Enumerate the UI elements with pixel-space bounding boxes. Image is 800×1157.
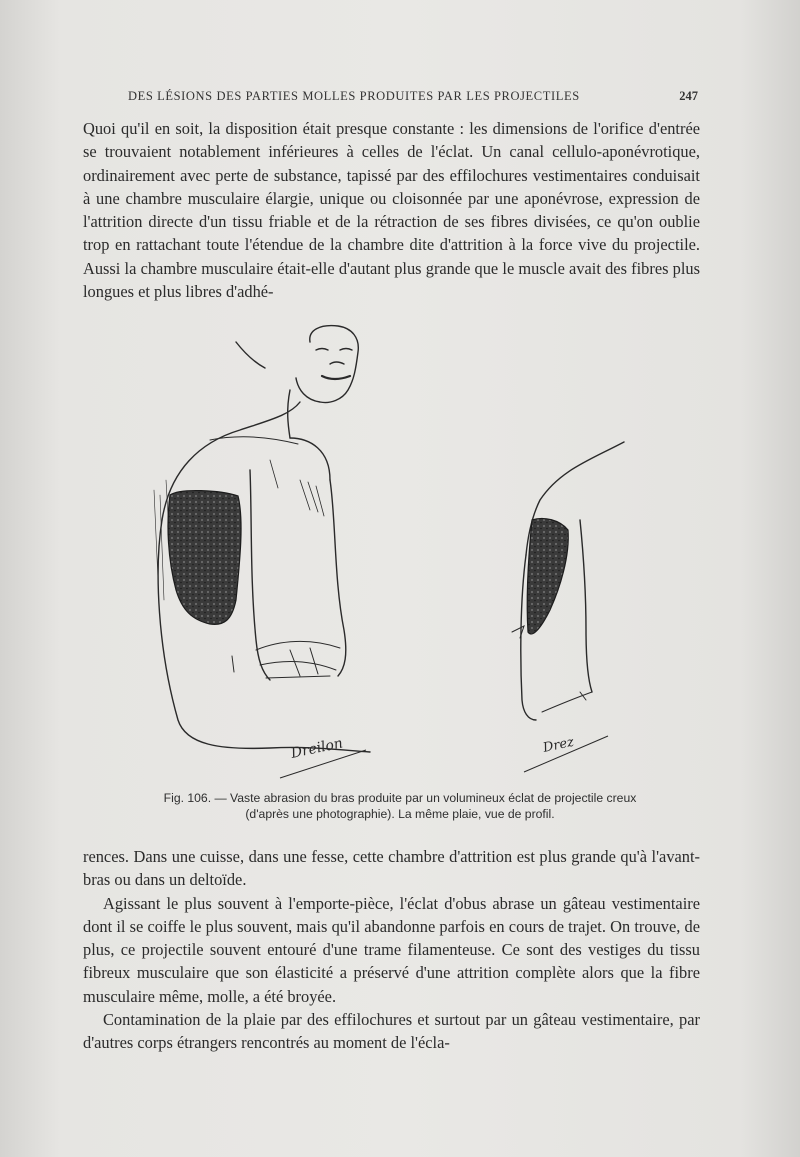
- signature-left: [280, 735, 366, 778]
- signature-left-text: Dreilon: [289, 735, 345, 762]
- page-number: 247: [679, 89, 698, 103]
- signature-right-text: Drez: [541, 734, 576, 756]
- figure-caption: [95, 790, 705, 822]
- caption-line-2: (d'après une photographie). La même plaie, vue de profil.: [245, 807, 555, 821]
- paragraph: Agissant le plus souvent à l'emporte-pièce, l'éclat d'obus abrase un gâteau vestimentaire dont il se coiffe le plus souvent, mais qu'il abandonne parfois en cours de trajet. On trouve, de plus, ce projectile souvent entouré d'une trame filamenteuse. Ce sont des vestiges du tissu fibreux musculaire que son élasticité a préservé d'une attrition complète alors que la fibre musculaire même, molle, a été broyée.: [83, 893, 700, 1006]
- patient-front-drawing: [154, 326, 370, 752]
- running-title: DES LÉSIONS DES PARTIES MOLLES PRODUITES PAR LES PROJECTILES: [128, 89, 580, 103]
- text-block-top: [83, 117, 700, 303]
- running-header: [128, 89, 698, 104]
- figure-illustration: [140, 320, 640, 790]
- text-block-bottom: [83, 845, 700, 1055]
- paragraph: Quoi qu'il en soit, la disposition était presque constante : les dimensions de l'orifice d'entrée se trouvaient notablement inférieures à celles de l'éclat. Un canal cellulo-aponévrotique, ordinairement avec perte de substance, tapissé par des effilochures vestimentaires conduisait à une chambre musculaire élargie, unique ou cloisonnée par une aponévrose, expression de l'attrition directe d'un tissu friable et de la rétraction de ses fibres divisées, ce qu'on oublie trop en rattachant toute l'étendue de la chambre dite d'attrition à la force vive du projectile. Aussi la chambre musculaire était-elle d'autant plus grande que le muscle avait des fibres plus longues et plus libres d'adhé-: [83, 119, 700, 302]
- signature-right: [524, 735, 608, 772]
- paragraph: Contamination de la plaie par des effilochures et surtout par un gâteau vestimentaire, par d'autres corps étrangers rencontrés au moment de l'écla-: [83, 1010, 700, 1053]
- caption-line-1: Fig. 106. — Vaste abrasion du bras produite par un volumineux éclat de projectile creux: [163, 791, 637, 805]
- paragraph: rences. Dans une cuisse, dans une fesse, cette chambre d'attrition est plus grande qu'à l'avant-bras ou dans un deltoïde.: [83, 847, 700, 890]
- arm-profile-drawing: [512, 442, 624, 720]
